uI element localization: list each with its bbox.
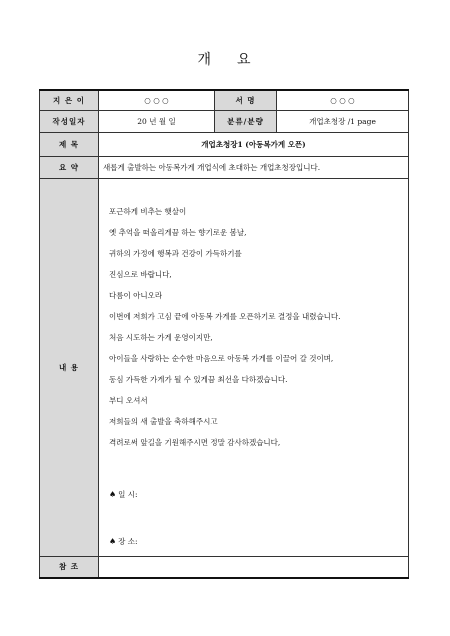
reference-label: 참 조 [40, 556, 99, 578]
event-date-label: 일 시: [118, 489, 138, 499]
summary-label: 요 약 [40, 156, 99, 178]
content-line: 아이들을 사랑하는 순수한 마음으로 아동복 가게를 이끌어 갈 것이며, [109, 353, 334, 363]
subject-value: 개업초청장1 (아동복가게 오픈) [99, 132, 409, 156]
content-body [99, 179, 408, 546]
author-label: 지 은 이 [40, 90, 99, 110]
content-line: 진심으로 바랍니다, [109, 269, 172, 279]
page-title-char2: 요 [237, 52, 253, 68]
content-line: 귀하의 가정에 행복과 건강이 가득하기를 [109, 248, 242, 258]
signature-value: ○ ○ ○ [277, 90, 409, 110]
summary-value: 새롭게 출발하는 아동복가게 개업식에 초대하는 개업초청장입니다. [99, 156, 409, 178]
category-label: 분류/분량 [215, 110, 277, 132]
content-line: 처음 시도하는 가게 운영이지만, [109, 332, 213, 342]
spade-icon: ♠ [109, 489, 117, 499]
page-title [0, 49, 450, 69]
author-value: ○ ○ ○ [99, 90, 215, 110]
category-value: 개업초청장 /1 page [277, 110, 409, 132]
content-line: 동심 가득한 가게가 될 수 있게끔 최선을 다하겠습니다. [109, 374, 288, 384]
content-label: 내 용 [40, 178, 99, 556]
event-date-line [109, 484, 402, 505]
content-line: 저희들의 새 출발을 축하해주시고 [109, 416, 218, 426]
page-title-char1: 개 [197, 52, 213, 68]
content-line: 부디 오셔서 [109, 395, 148, 405]
signature-label: 서 명 [215, 90, 277, 110]
date-value: 20 년 월 일 [99, 110, 215, 132]
event-place-line [109, 531, 402, 552]
summary-form-table [39, 89, 409, 579]
content-line: 이번에 저희가 고심 끝에 아동복 가게를 오픈하기로 결정을 내렸습니다. [109, 311, 341, 321]
date-label: 작성일자 [40, 110, 99, 132]
event-place-label: 장 소: [118, 536, 138, 546]
reference-value [99, 556, 409, 578]
content-line: 다름이 아니오라 [109, 290, 163, 300]
spade-icon: ♠ [109, 536, 117, 546]
subject-label: 제 목 [40, 132, 99, 156]
content-cell [99, 178, 409, 556]
content-line: 옛 추억을 떠올리게끔 하는 향기로운 봄날, [109, 227, 247, 237]
content-line: 격려로써 앞길을 기원해주시면 정말 감사하겠습니다, [109, 437, 281, 447]
content-line: 포근하게 비추는 햇살이 [109, 206, 187, 216]
